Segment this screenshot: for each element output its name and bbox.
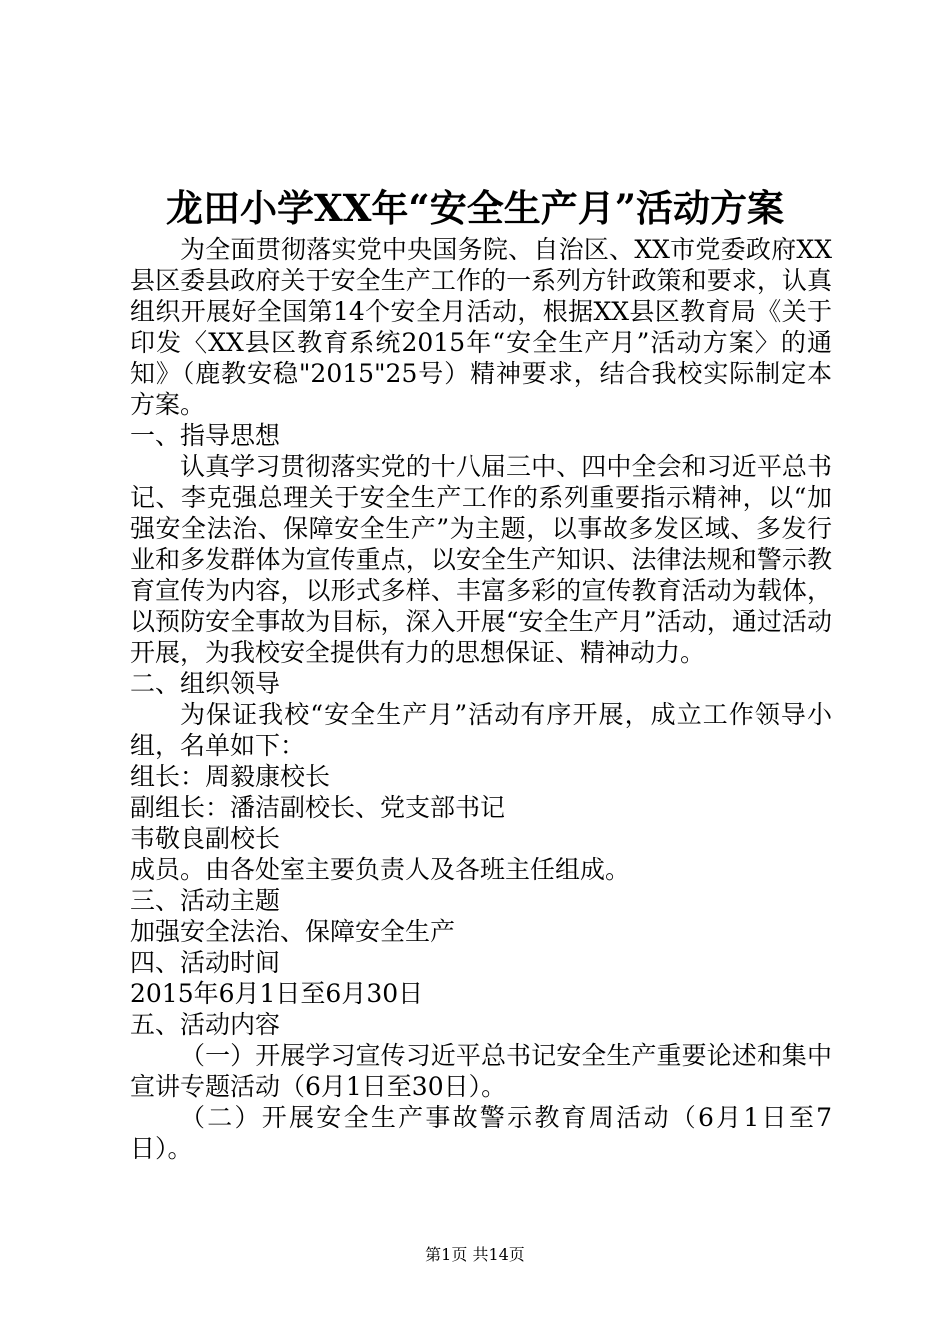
content-item-2: （二）开展安全生产事故警示教育周活动（6月1日至7日）。 — [130, 1103, 832, 1163]
section5-heading: 五、活动内容 — [130, 1010, 281, 1039]
content-item-1: （一）开展学习宣传习近平总书记安全生产重要论述和集中宣讲专题活动（6月1日至30日）。 — [130, 1041, 832, 1101]
section4-body: 2015年6月1日至6月30日 — [130, 979, 424, 1008]
section3-body: 加强安全法治、保障安全生产 — [130, 917, 456, 946]
document-body — [130, 234, 832, 1164]
leader-line: 组长：周毅康校长 — [130, 762, 331, 791]
section2-heading: 二、组织领导 — [130, 669, 281, 698]
deputy-leader2-line: 韦敬良副校长 — [130, 824, 281, 853]
section1-heading: 一、指导思想 — [130, 421, 281, 450]
section3-heading: 三、活动主题 — [130, 886, 281, 915]
intro-paragraph: 为全面贯彻落实党中央国务院、自治区、XX市党委政府XX县区委县政府关于安全生产工作的一系列方针政策和要求，认真组织开展好全国第14个安全月活动，根据XX县区教育局《关于印发〈XX县区教育系统2015年“安全生产月”活动方案〉的通知》（鹿教安稳"2015"25号）精神要求，结合我校实际制定本方案。 — [130, 235, 832, 419]
page-footer: 第1页 共14页 — [425, 1245, 525, 1264]
deputy-leader-line: 副组长：潘洁副校长、党支部书记 — [130, 793, 506, 822]
section1-body: 认真学习贯彻落实党的十八届三中、四中全会和习近平总书记、李克强总理关于安全生产工作的系列重要指示精神，以“加强安全法治、保障安全生产”为主题，以事故多发区域、多发行业和多发群体为宣传重点，以安全生产知识、法律法规和警示教育宣传为内容，以形式多样、丰富多彩的宣传教育活动为载体，以预防安全事故为目标，深入开展“安全生产月”活动，通过活动开展，为我校安全提供有力的思想保证、精神动力。 — [130, 452, 832, 667]
document-title: 龙田小学XX年“安全生产月”活动方案 — [166, 186, 784, 230]
section2-body: 为保证我校“安全生产月”活动有序开展，成立工作领导小组，名单如下： — [130, 700, 832, 760]
section4-heading: 四、活动时间 — [130, 948, 281, 977]
members-line: 成员。由各处室主要负责人及各班主任组成。 — [130, 855, 631, 884]
